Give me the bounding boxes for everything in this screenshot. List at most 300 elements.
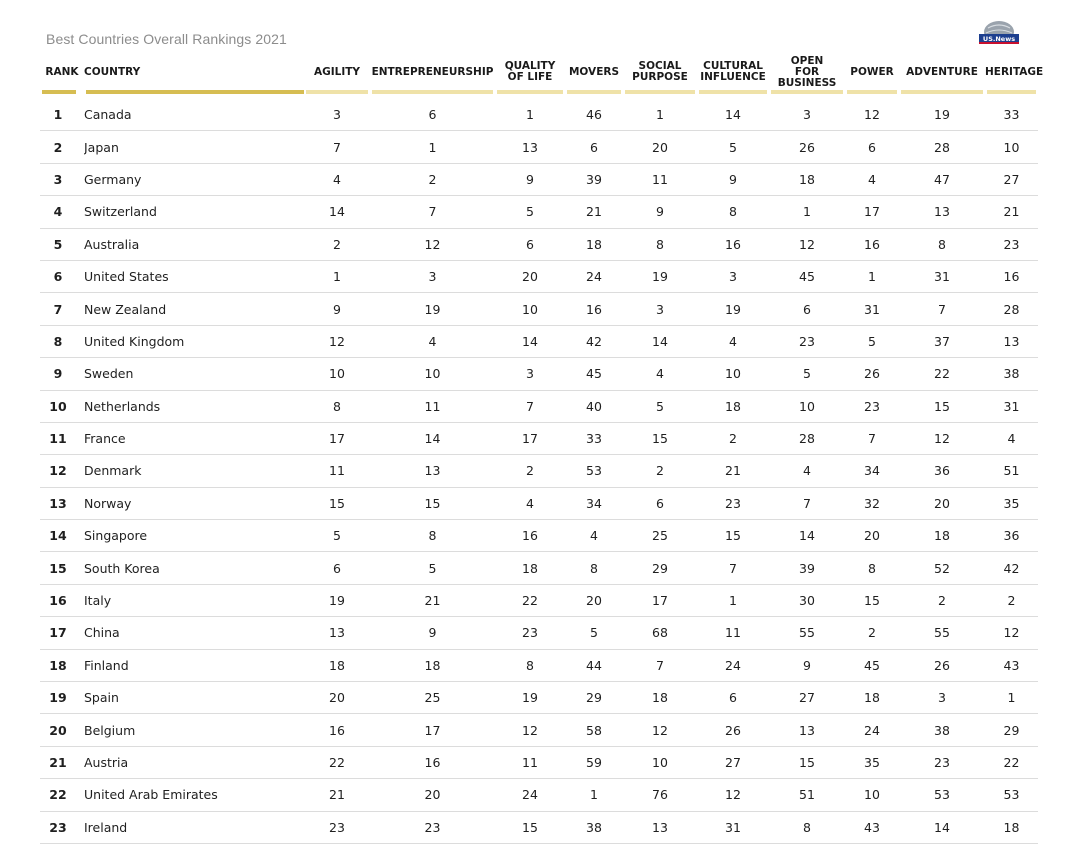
cell-country: Singapore [84,520,304,552]
cell-open-for-business: 18 [769,164,845,196]
cell-adventure: 8 [899,229,985,261]
cell-rank: 12 [40,455,84,487]
cell-cultural-influence: 3 [697,261,769,293]
cell-open-for-business: 9 [769,650,845,682]
cell-movers: 44 [565,650,623,682]
cell-open-for-business: 7 [769,488,845,520]
cell-adventure: 12 [899,423,985,455]
cell-entrepreneurship: 8 [370,520,495,552]
cell-quality-of-life: 22 [495,585,565,617]
cell-country: France [84,423,304,455]
cell-social-purpose: 8 [623,229,697,261]
cell-rank: 13 [40,488,84,520]
cell-heritage: 10 [985,131,1038,163]
cell-social-purpose: 19 [623,261,697,293]
cell-movers: 34 [565,488,623,520]
cell-social-purpose: 17 [623,585,697,617]
cell-social-purpose: 76 [623,779,697,811]
cell-cultural-influence: 12 [697,779,769,811]
cell-adventure: 23 [899,747,985,779]
column-underline [625,90,695,94]
cell-agility: 9 [304,293,370,325]
table-row[interactable] [40,261,1038,293]
cell-social-purpose: 14 [623,326,697,358]
cell-movers: 38 [565,812,623,844]
cell-open-for-business: 6 [769,293,845,325]
cell-country: Switzerland [84,196,304,228]
cell-social-purpose: 18 [623,682,697,714]
cell-agility: 3 [304,99,370,131]
cell-quality-of-life: 12 [495,714,565,746]
cell-quality-of-life: 13 [495,131,565,163]
cell-open-for-business: 23 [769,326,845,358]
cell-adventure: 20 [899,488,985,520]
cell-heritage: 18 [985,812,1038,844]
cell-open-for-business: 28 [769,423,845,455]
cell-movers: 8 [565,552,623,584]
table-row[interactable] [40,520,1038,552]
cell-cultural-influence: 24 [697,650,769,682]
table-row[interactable] [40,455,1038,487]
cell-social-purpose: 10 [623,747,697,779]
table-row[interactable] [40,391,1038,423]
cell-movers: 4 [565,520,623,552]
cell-rank: 21 [40,747,84,779]
table-row[interactable] [40,326,1038,358]
cell-rank: 14 [40,520,84,552]
cell-country: Australia [84,229,304,261]
cell-power: 6 [845,131,899,163]
cell-heritage: 53 [985,779,1038,811]
cell-adventure: 22 [899,358,985,390]
cell-movers: 46 [565,99,623,131]
cell-adventure: 37 [899,326,985,358]
cell-movers: 58 [565,714,623,746]
cell-quality-of-life: 3 [495,358,565,390]
cell-agility: 14 [304,196,370,228]
cell-adventure: 52 [899,552,985,584]
cell-entrepreneurship: 6 [370,99,495,131]
cell-rank: 19 [40,682,84,714]
cell-agility: 16 [304,714,370,746]
cell-power: 31 [845,293,899,325]
column-underline [306,90,368,94]
cell-power: 2 [845,617,899,649]
column-underline [771,90,843,94]
cell-open-for-business: 39 [769,552,845,584]
cell-cultural-influence: 26 [697,714,769,746]
cell-entrepreneurship: 21 [370,585,495,617]
cell-country: Italy [84,585,304,617]
cell-adventure: 15 [899,391,985,423]
cell-entrepreneurship: 4 [370,326,495,358]
cell-social-purpose: 25 [623,520,697,552]
column-header-social-purpose[interactable]: SOCIAL PURPOSE [623,53,697,91]
cell-quality-of-life: 6 [495,229,565,261]
cell-heritage: 51 [985,455,1038,487]
cell-heritage: 13 [985,326,1038,358]
cell-open-for-business: 27 [769,682,845,714]
cell-agility: 5 [304,520,370,552]
cell-power: 7 [845,423,899,455]
cell-adventure: 53 [899,779,985,811]
cell-rank: 15 [40,552,84,584]
cell-cultural-influence: 21 [697,455,769,487]
cell-quality-of-life: 11 [495,747,565,779]
cell-quality-of-life: 20 [495,261,565,293]
cell-open-for-business: 3 [769,99,845,131]
table-body [40,99,1038,844]
cell-cultural-influence: 5 [697,131,769,163]
cell-power: 35 [845,747,899,779]
cell-heritage: 42 [985,552,1038,584]
cell-open-for-business: 10 [769,391,845,423]
cell-agility: 6 [304,552,370,584]
cell-adventure: 2 [899,585,985,617]
cell-quality-of-life: 7 [495,391,565,423]
cell-entrepreneurship: 12 [370,229,495,261]
column-header-adventure[interactable]: ADVENTURE [899,53,985,91]
table-row[interactable] [40,99,1038,131]
table-row[interactable] [40,747,1038,779]
cell-movers: 20 [565,585,623,617]
table-row[interactable] [40,131,1038,163]
cell-power: 8 [845,552,899,584]
cell-movers: 29 [565,682,623,714]
cell-heritage: 1 [985,682,1038,714]
cell-social-purpose: 13 [623,812,697,844]
cell-country: New Zealand [84,293,304,325]
cell-country: Ireland [84,812,304,844]
cell-cultural-influence: 16 [697,229,769,261]
cell-agility: 18 [304,650,370,682]
rankings-table [40,53,1044,844]
column-header-cultural-influence[interactable]: CULTURAL INFLUENCE [697,53,769,91]
cell-social-purpose: 1 [623,99,697,131]
cell-heritage: 31 [985,391,1038,423]
table-row[interactable] [40,196,1038,228]
cell-cultural-influence: 2 [697,423,769,455]
cell-heritage: 38 [985,358,1038,390]
cell-power: 26 [845,358,899,390]
cell-adventure: 18 [899,520,985,552]
cell-social-purpose: 29 [623,552,697,584]
cell-cultural-influence: 10 [697,358,769,390]
cell-social-purpose: 12 [623,714,697,746]
cell-cultural-influence: 7 [697,552,769,584]
cell-cultural-influence: 11 [697,617,769,649]
cell-quality-of-life: 23 [495,617,565,649]
cell-open-for-business: 5 [769,358,845,390]
column-underline [847,90,897,94]
cell-quality-of-life: 15 [495,812,565,844]
svg-text:US.News: US.News [982,35,1016,43]
sort-indicator [42,90,76,94]
column-underline [699,90,767,94]
cell-adventure: 26 [899,650,985,682]
cell-cultural-influence: 14 [697,99,769,131]
table-row[interactable] [40,714,1038,746]
column-header-heritage[interactable]: HERITAGE [985,53,1038,91]
cell-adventure: 14 [899,812,985,844]
cell-open-for-business: 15 [769,747,845,779]
cell-open-for-business: 30 [769,585,845,617]
table-row[interactable] [40,358,1038,390]
cell-quality-of-life: 2 [495,455,565,487]
cell-open-for-business: 1 [769,196,845,228]
cell-quality-of-life: 18 [495,552,565,584]
cell-movers: 24 [565,261,623,293]
cell-social-purpose: 4 [623,358,697,390]
cell-agility: 13 [304,617,370,649]
cell-cultural-influence: 23 [697,488,769,520]
cell-adventure: 36 [899,455,985,487]
cell-rank: 1 [40,99,84,131]
cell-power: 34 [845,455,899,487]
cell-quality-of-life: 5 [495,196,565,228]
cell-entrepreneurship: 25 [370,682,495,714]
cell-rank: 8 [40,326,84,358]
cell-power: 43 [845,812,899,844]
cell-entrepreneurship: 1 [370,131,495,163]
cell-rank: 2 [40,131,84,163]
cell-rank: 4 [40,196,84,228]
cell-cultural-influence: 31 [697,812,769,844]
cell-heritage: 21 [985,196,1038,228]
cell-country: Germany [84,164,304,196]
column-header-country[interactable]: COUNTRY [84,53,304,91]
cell-cultural-influence: 8 [697,196,769,228]
table-row[interactable] [40,812,1038,844]
cell-agility: 10 [304,358,370,390]
cell-country: Netherlands [84,391,304,423]
cell-heritage: 27 [985,164,1038,196]
cell-agility: 15 [304,488,370,520]
cell-social-purpose: 7 [623,650,697,682]
cell-agility: 17 [304,423,370,455]
cell-adventure: 31 [899,261,985,293]
cell-social-purpose: 68 [623,617,697,649]
cell-rank: 5 [40,229,84,261]
cell-social-purpose: 2 [623,455,697,487]
cell-agility: 11 [304,455,370,487]
table-row[interactable] [40,779,1038,811]
cell-power: 17 [845,196,899,228]
cell-rank: 11 [40,423,84,455]
cell-rank: 18 [40,650,84,682]
cell-movers: 40 [565,391,623,423]
cell-heritage: 29 [985,714,1038,746]
cell-entrepreneurship: 20 [370,779,495,811]
column-header-quality-of-life[interactable]: QUALITY OF LIFE [495,53,565,91]
cell-adventure: 38 [899,714,985,746]
cell-social-purpose: 11 [623,164,697,196]
cell-movers: 42 [565,326,623,358]
cell-cultural-influence: 4 [697,326,769,358]
table-row[interactable] [40,423,1038,455]
table-row[interactable] [40,293,1038,325]
cell-adventure: 13 [899,196,985,228]
cell-entrepreneurship: 23 [370,812,495,844]
cell-open-for-business: 8 [769,812,845,844]
cell-movers: 21 [565,196,623,228]
cell-country: South Korea [84,552,304,584]
column-header-rank[interactable]: RANK [40,53,84,91]
cell-power: 15 [845,585,899,617]
cell-entrepreneurship: 2 [370,164,495,196]
table-header-row [40,53,1038,91]
us-news-logo-icon[interactable] [978,20,1020,46]
cell-country: Japan [84,131,304,163]
cell-quality-of-life: 24 [495,779,565,811]
cell-open-for-business: 13 [769,714,845,746]
cell-entrepreneurship: 16 [370,747,495,779]
cell-movers: 18 [565,229,623,261]
cell-cultural-influence: 27 [697,747,769,779]
cell-agility: 21 [304,779,370,811]
cell-country: Austria [84,747,304,779]
table-row[interactable] [40,552,1038,584]
cell-power: 12 [845,99,899,131]
cell-movers: 5 [565,617,623,649]
cell-entrepreneurship: 19 [370,293,495,325]
cell-entrepreneurship: 7 [370,196,495,228]
cell-heritage: 12 [985,617,1038,649]
cell-rank: 17 [40,617,84,649]
cell-rank: 6 [40,261,84,293]
cell-open-for-business: 4 [769,455,845,487]
cell-country: United Arab Emirates [84,779,304,811]
cell-power: 32 [845,488,899,520]
cell-heritage: 22 [985,747,1038,779]
cell-entrepreneurship: 3 [370,261,495,293]
cell-cultural-influence: 15 [697,520,769,552]
cell-open-for-business: 45 [769,261,845,293]
cell-open-for-business: 14 [769,520,845,552]
cell-movers: 33 [565,423,623,455]
cell-open-for-business: 26 [769,131,845,163]
cell-entrepreneurship: 10 [370,358,495,390]
cell-heritage: 16 [985,261,1038,293]
column-header-entrepreneurship[interactable]: ENTREPRENEURSHIP [370,53,495,91]
cell-entrepreneurship: 17 [370,714,495,746]
cell-entrepreneurship: 14 [370,423,495,455]
cell-movers: 16 [565,293,623,325]
cell-heritage: 2 [985,585,1038,617]
column-header-movers[interactable]: MOVERS [565,53,623,91]
cell-open-for-business: 12 [769,229,845,261]
cell-agility: 23 [304,812,370,844]
table-row[interactable] [40,617,1038,649]
column-header-open-for-business[interactable]: OPEN FOR BUSINESS [769,53,845,91]
cell-power: 24 [845,714,899,746]
cell-rank: 7 [40,293,84,325]
cell-social-purpose: 6 [623,488,697,520]
table-row[interactable] [40,650,1038,682]
cell-heritage: 23 [985,229,1038,261]
cell-power: 45 [845,650,899,682]
cell-rank: 9 [40,358,84,390]
cell-power: 10 [845,779,899,811]
column-underline [497,90,563,94]
cell-heritage: 28 [985,293,1038,325]
column-header-agility[interactable]: AGILITY [304,53,370,91]
table-row[interactable] [40,682,1038,714]
cell-social-purpose: 15 [623,423,697,455]
column-underline [567,90,621,94]
cell-social-purpose: 9 [623,196,697,228]
cell-country: Norway [84,488,304,520]
cell-rank: 20 [40,714,84,746]
cell-quality-of-life: 8 [495,650,565,682]
cell-adventure: 19 [899,99,985,131]
cell-power: 16 [845,229,899,261]
cell-heritage: 43 [985,650,1038,682]
cell-adventure: 3 [899,682,985,714]
cell-country: Canada [84,99,304,131]
cell-country: Belgium [84,714,304,746]
cell-power: 1 [845,261,899,293]
cell-quality-of-life: 4 [495,488,565,520]
cell-country: Finland [84,650,304,682]
cell-heritage: 33 [985,99,1038,131]
cell-rank: 16 [40,585,84,617]
cell-agility: 7 [304,131,370,163]
cell-quality-of-life: 17 [495,423,565,455]
cell-quality-of-life: 16 [495,520,565,552]
cell-cultural-influence: 19 [697,293,769,325]
cell-social-purpose: 3 [623,293,697,325]
cell-entrepreneurship: 15 [370,488,495,520]
cell-adventure: 7 [899,293,985,325]
cell-agility: 19 [304,585,370,617]
cell-adventure: 28 [899,131,985,163]
cell-rank: 23 [40,812,84,844]
cell-power: 4 [845,164,899,196]
cell-country: United States [84,261,304,293]
cell-entrepreneurship: 9 [370,617,495,649]
cell-power: 23 [845,391,899,423]
table-row[interactable] [40,229,1038,261]
cell-adventure: 47 [899,164,985,196]
table-row[interactable] [40,488,1038,520]
cell-country: Spain [84,682,304,714]
cell-power: 5 [845,326,899,358]
cell-agility: 20 [304,682,370,714]
table-row[interactable] [40,585,1038,617]
cell-entrepreneurship: 18 [370,650,495,682]
cell-social-purpose: 5 [623,391,697,423]
cell-entrepreneurship: 13 [370,455,495,487]
cell-country: China [84,617,304,649]
column-underline [987,90,1036,94]
cell-open-for-business: 51 [769,779,845,811]
cell-rank: 10 [40,391,84,423]
cell-agility: 8 [304,391,370,423]
cell-power: 18 [845,682,899,714]
cell-heritage: 36 [985,520,1038,552]
cell-entrepreneurship: 5 [370,552,495,584]
column-header-power[interactable]: POWER [845,53,899,91]
column-underline [372,90,493,94]
cell-quality-of-life: 1 [495,99,565,131]
cell-agility: 2 [304,229,370,261]
cell-country: United Kingdom [84,326,304,358]
table-row[interactable] [40,164,1038,196]
cell-agility: 12 [304,326,370,358]
cell-movers: 59 [565,747,623,779]
cell-entrepreneurship: 11 [370,391,495,423]
